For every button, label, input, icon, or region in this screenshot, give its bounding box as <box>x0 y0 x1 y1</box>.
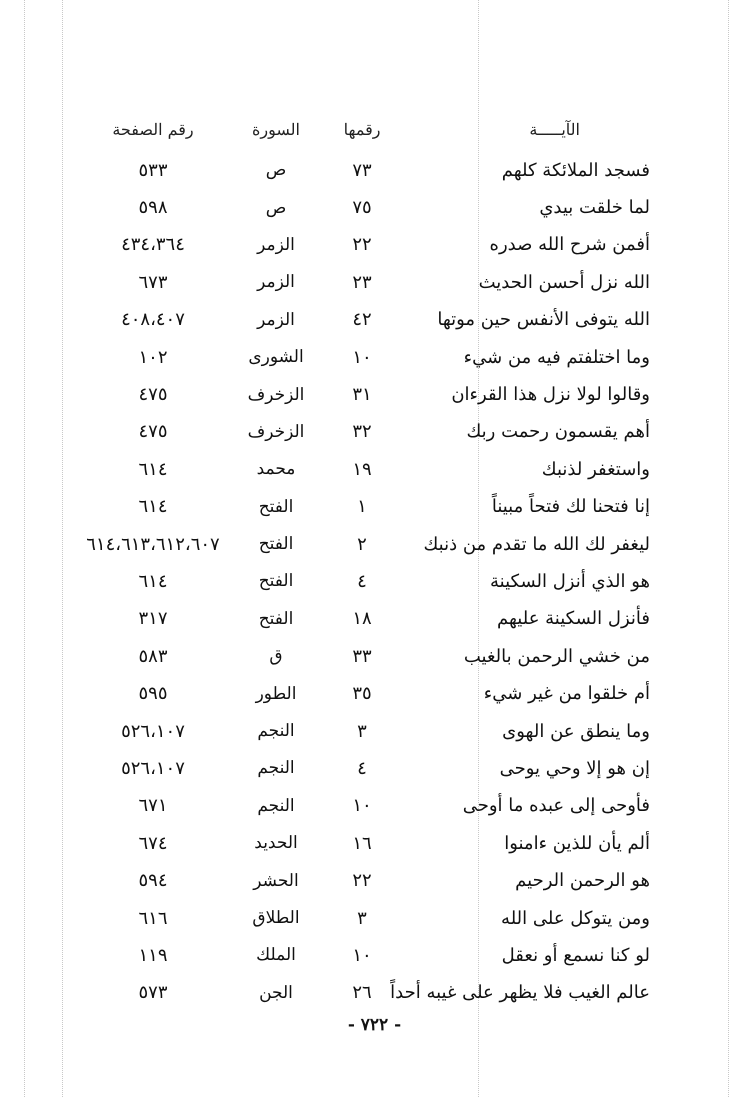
page-ref-cell: ٥٧٣ <box>138 982 168 1004</box>
ayah-number-cell: ٣٣ <box>352 645 372 667</box>
ayah-number-cell: ٤ <box>357 757 367 779</box>
page-ref-cell: ١١٩ <box>138 944 168 966</box>
table-header <box>80 112 660 148</box>
surah-cell: الحشر <box>253 870 299 891</box>
ayah-cell: ليغفر لك الله ما تقدم من ذنبك <box>423 533 650 555</box>
surah-cell: الجن <box>259 982 293 1003</box>
page-ref-cell: ٦١٤ <box>138 496 168 518</box>
ayah-number-cell: ٧٣ <box>352 159 372 181</box>
scan-guide-line <box>728 0 729 1097</box>
surah-cell: النجم <box>257 758 295 779</box>
table-row <box>80 563 660 600</box>
ayah-number-cell: ١٠ <box>352 346 372 368</box>
page-ref-cell: ٤٠٨،٤٠٧ <box>121 309 185 331</box>
ayah-cell: هو الذي أنزل السكينة <box>490 570 650 592</box>
ayah-cell: أم خلقوا من غير شيء <box>483 683 650 705</box>
ayah-number-cell: ١٠ <box>352 944 372 966</box>
table-row <box>80 376 660 413</box>
header-ayah: الآيـــــة <box>529 120 580 139</box>
table-row <box>80 152 660 189</box>
ayah-cell: فسجد الملائكة كلهم <box>501 159 650 181</box>
table-row <box>80 489 660 526</box>
verse-index-table <box>80 112 660 1012</box>
ayah-cell: ألم يأن للذين ءامنوا <box>504 832 650 854</box>
table-row <box>80 526 660 563</box>
surah-cell: الفتح <box>258 608 294 629</box>
surah-cell: ق <box>269 646 283 667</box>
ayah-cell: الله نزل أحسن الحديث <box>478 271 650 293</box>
table-row <box>80 227 660 264</box>
ayah-number-cell: ٣٢ <box>352 421 372 443</box>
table-row <box>80 900 660 937</box>
ayah-number-cell: ١ <box>357 496 367 518</box>
ayah-number-cell: ٢٢ <box>352 234 372 256</box>
table-row <box>80 975 660 1012</box>
page-ref-cell: ٤٧٥ <box>138 384 168 406</box>
table-row <box>80 264 660 301</box>
table-row <box>80 302 660 339</box>
header-number: رقمها <box>343 120 381 139</box>
scan-guide-line <box>62 0 63 1097</box>
ayah-number-cell: ١٨ <box>352 608 372 630</box>
surah-cell: الزمر <box>257 234 295 255</box>
ayah-cell: وقالوا لولا نزل هذا القرءان <box>451 384 650 406</box>
page-ref-cell: ٦١٦ <box>138 907 168 929</box>
surah-cell: ص <box>265 197 287 218</box>
surah-cell: النجم <box>257 721 295 742</box>
surah-cell: الفتح <box>258 496 294 517</box>
table-row <box>80 675 660 712</box>
surah-cell: الزمر <box>257 272 295 293</box>
page-ref-cell: ١٠٢ <box>138 346 168 368</box>
ayah-number-cell: ٢٦ <box>352 982 372 1004</box>
ayah-cell: ومن يتوكل على الله <box>501 907 650 929</box>
surah-cell: النجم <box>257 795 295 816</box>
table-row <box>80 713 660 750</box>
table-row <box>80 638 660 675</box>
ayah-number-cell: ١٩ <box>352 458 372 480</box>
header-page: رقم الصفحة <box>112 120 194 139</box>
ayah-number-cell: ١٠ <box>352 795 372 817</box>
ayah-number-cell: ٤٢ <box>352 309 372 331</box>
surah-cell: محمد <box>256 459 296 480</box>
surah-cell: الزخرف <box>247 384 305 405</box>
surah-cell: الملك <box>256 945 296 966</box>
scan-guide-line <box>24 0 25 1097</box>
table-row <box>80 601 660 638</box>
page-ref-cell: ٥٢٦،١٠٧ <box>121 757 185 779</box>
page-ref-cell: ٦١٤،٦١٣،٦١٢،٦٠٧ <box>86 533 220 555</box>
ayah-cell: فأنزل السكينة عليهم <box>497 608 650 630</box>
ayah-cell: لما خلقت بيدي <box>539 197 650 219</box>
page-ref-cell: ٤٧٥ <box>138 421 168 443</box>
ayah-cell: واستغفر لذنبك <box>541 458 650 480</box>
ayah-cell: وما اختلفتم فيه من شيء <box>463 346 650 368</box>
page-ref-cell: ٥٨٣ <box>138 645 168 667</box>
ayah-cell: من خشي الرحمن بالغيب <box>463 645 650 667</box>
table-row <box>80 451 660 488</box>
surah-cell: الزمر <box>257 309 295 330</box>
page-ref-cell: ٥٢٦،١٠٧ <box>121 720 185 742</box>
surah-cell: الطلاق <box>252 908 300 928</box>
surah-cell: الزخرف <box>247 421 305 442</box>
page-ref-cell: ٥٩٥ <box>138 683 168 705</box>
page-ref-cell: ٣١٧ <box>138 608 168 630</box>
ayah-cell: هو الرحمن الرحيم <box>515 870 650 892</box>
ayah-cell: إنا فتحنا لك فتحاً مبيناً <box>491 496 650 518</box>
ayah-cell: الله يتوفى الأنفس حين موتها <box>437 309 650 331</box>
ayah-cell: عالم الغيب فلا يظهر على غيبه أحداً <box>390 982 650 1004</box>
ayah-cell: وما ينطق عن الهوى <box>502 720 650 742</box>
page-number: - ٧٢٢ - <box>347 1015 402 1035</box>
ayah-number-cell: ١٦ <box>352 832 372 854</box>
header-surah: السورة <box>252 120 300 139</box>
page-ref-cell: ٦٧١ <box>138 795 168 817</box>
table-row <box>80 339 660 376</box>
surah-cell: الشورى <box>248 347 304 368</box>
ayah-cell: أهم يقسمون رحمت ربك <box>466 421 650 443</box>
surah-cell: ص <box>265 160 287 181</box>
page-ref-cell: ٦٧٣ <box>138 271 168 293</box>
table-row <box>80 414 660 451</box>
table-row <box>80 825 660 862</box>
ayah-number-cell: ٣ <box>357 720 367 742</box>
ayah-cell: لو كنا نسمع أو نعقل <box>501 944 650 966</box>
ayah-cell: إن هو إلا وحي يوحى <box>499 757 650 779</box>
page-ref-cell: ٥٩٨ <box>138 197 168 219</box>
ayah-number-cell: ٧٥ <box>352 197 372 219</box>
ayah-number-cell: ٣ <box>357 907 367 929</box>
surah-cell: الفتح <box>258 571 294 592</box>
ayah-number-cell: ٤ <box>357 570 367 592</box>
page-ref-cell: ٤٣٤،٣٦٤ <box>121 234 185 256</box>
table-row <box>80 862 660 899</box>
page-ref-cell: ٥٣٣ <box>138 159 168 181</box>
ayah-cell: أفمن شرح الله صدره <box>489 234 650 256</box>
table-row <box>80 937 660 974</box>
ayah-number-cell: ٢ <box>357 533 367 555</box>
table-row <box>80 189 660 226</box>
ayah-cell: فأوحى إلى عبده ما أوحى <box>462 795 650 817</box>
page-ref-cell: ٥٩٤ <box>138 870 168 892</box>
page-ref-cell: ٦١٤ <box>138 570 168 592</box>
ayah-number-cell: ٢٣ <box>352 271 372 293</box>
surah-cell: الحديد <box>254 833 298 854</box>
page-ref-cell: ٦١٤ <box>138 458 168 480</box>
table-row <box>80 750 660 787</box>
ayah-number-cell: ٣٥ <box>352 683 372 705</box>
surah-cell: الفتح <box>258 534 294 555</box>
surah-cell: الطور <box>255 683 297 704</box>
table-body <box>80 152 660 1012</box>
page-ref-cell: ٦٧٤ <box>138 832 168 854</box>
ayah-number-cell: ٣١ <box>352 384 372 406</box>
table-row <box>80 788 660 825</box>
ayah-number-cell: ٢٢ <box>352 870 372 892</box>
